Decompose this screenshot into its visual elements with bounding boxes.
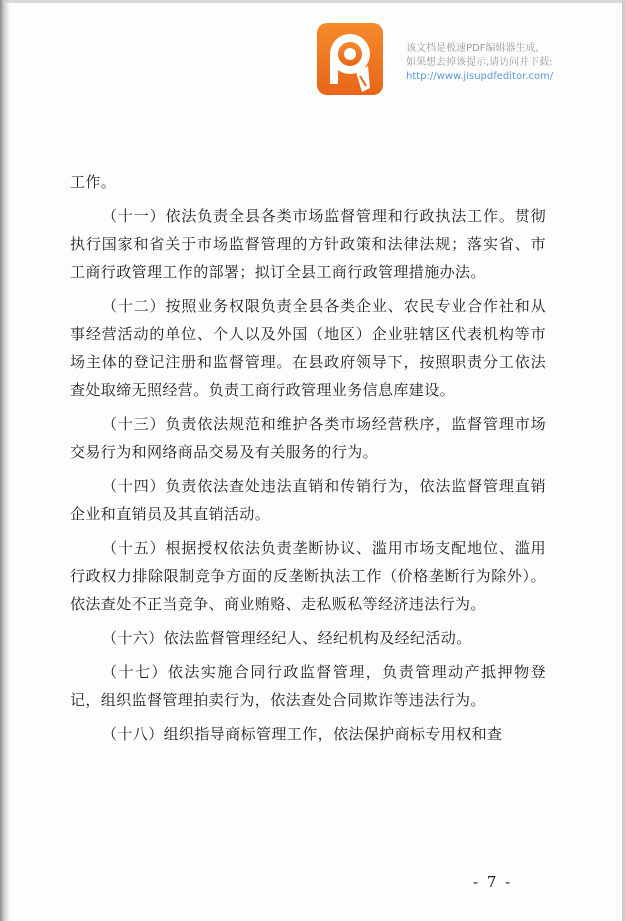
watermark-link[interactable]: http://www.jisupdfeditor.com/ <box>406 71 554 82</box>
paragraph-item-12: （十二）按照业务权限负责全县各类企业、农民专业合作社和从事经营活动的单位、个人以及外国（地区）企业驻辖区代表机构等市场主体的登记注册和监督管理。在县政府领导下，按照职责分工依法查处取缔无照经营。负责工商行政管理业务信息库建设。 <box>70 297 546 399</box>
paragraph-item-15: （十五）根据授权依法负责垄断协议、滥用市场支配地位、滥用行政权力排除限制竞争方面的反垄断执法工作（价格垄断行为除外）。依法查处不正当竞争、商业贿赂、走私贩私等经济违法行为。 <box>70 539 546 613</box>
paragraph-item-11: （十一）依法负责全县各类市场监督管理和行政执法工作。贯彻执行国家和省关于市场监督管理的方针政策和法律法规；落实省、市工商行政管理工作的部署；拟订全县工商行政管理措施办法。 <box>70 207 546 281</box>
paragraph-item-13: （十三）负责依法规范和维护各类市场经营秩序，监督管理市场交易行为和网络商品交易及有关服务的行为。 <box>70 415 546 461</box>
pdf-editor-logo-icon <box>316 22 384 96</box>
paragraph-item-16: （十六）依法监督管理经纪人、经纪机构及经纪活动。 <box>102 629 472 647</box>
watermark-line-1: 该文档是极速PDF编辑器生成, <box>406 43 539 54</box>
document-body <box>70 168 546 754</box>
paragraph-item-17: （十七）依法实施合同行政监督管理，负责管理动产抵押物登记，组织监督管理拍卖行为，依法查处合同欺诈等违法行为。 <box>70 663 546 709</box>
paragraph-item-14: （十四）负责依法查处违法直销和传销行为，依法监督管理直销企业和直销员及其直销活动。 <box>70 477 546 523</box>
watermark <box>316 22 616 102</box>
page-left-shadow <box>0 0 10 921</box>
watermark-text <box>406 42 553 84</box>
page-number: - 7 - <box>473 873 513 891</box>
watermark-line-2: 如果想去掉该提示,请访问并下载: <box>406 57 553 68</box>
paragraph-item-18: （十八）组织指导商标管理工作，依法保护商标专用权和查 <box>102 725 503 743</box>
paragraph-continuation: 工作。 <box>70 173 117 191</box>
page-top-edge <box>0 0 625 3</box>
